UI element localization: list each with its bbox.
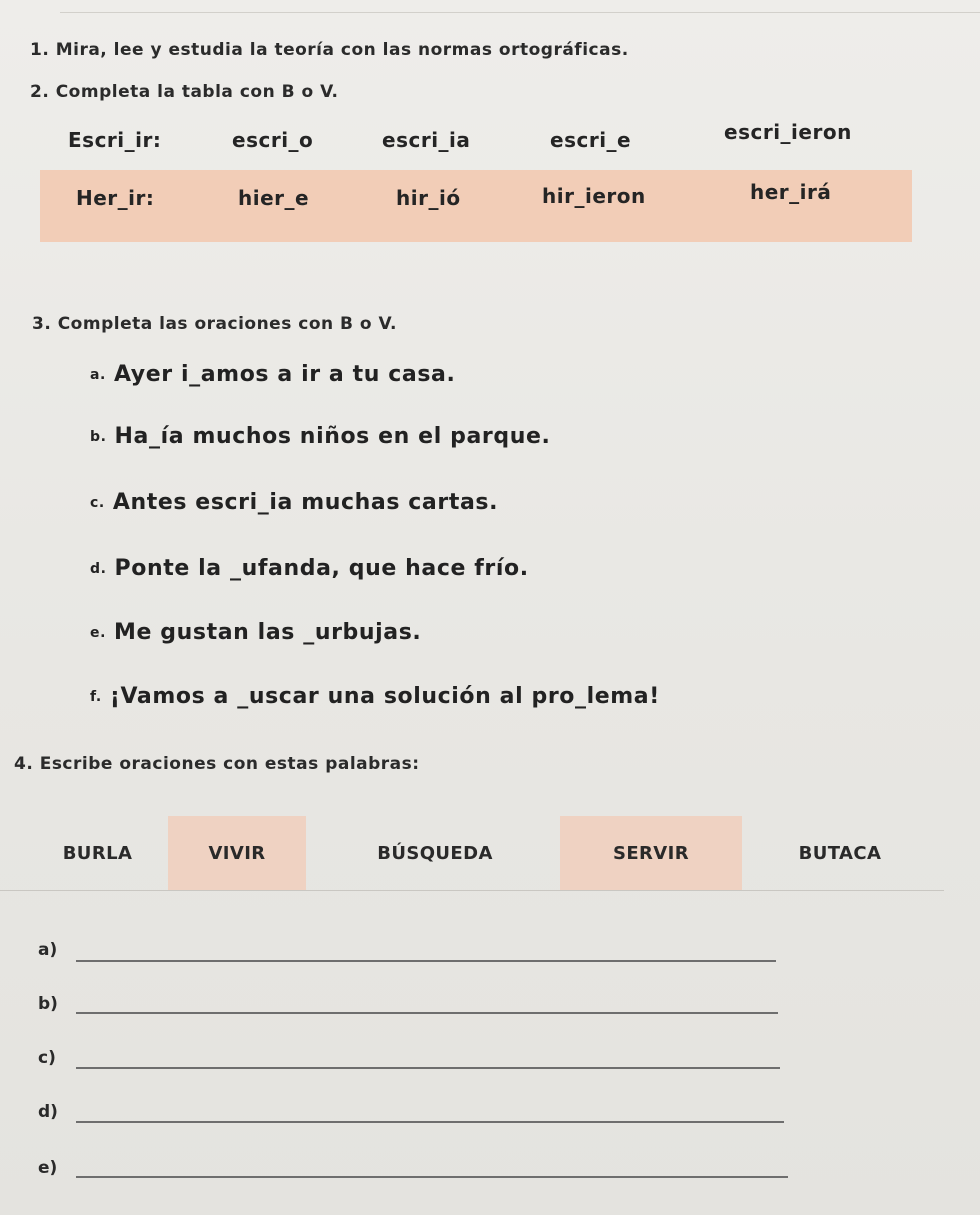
form-cell: her_irá bbox=[750, 180, 832, 204]
sentence-text: Ayer i_amos a ir a tu casa. bbox=[113, 362, 456, 387]
sentence-a bbox=[90, 362, 455, 387]
top-rule bbox=[60, 12, 980, 13]
sentence-text: ¡Vamos a _uscar una solución al pro_lema! bbox=[109, 684, 660, 709]
table-row-escribir bbox=[40, 106, 912, 168]
sentence-e bbox=[90, 620, 421, 645]
answer-line-a[interactable] bbox=[76, 960, 776, 962]
sentence-f bbox=[90, 684, 660, 709]
sentence-letter: b. bbox=[90, 429, 107, 445]
form-cell: hier_e bbox=[238, 186, 310, 210]
sentence-text: Me gustan las _urbujas. bbox=[114, 620, 422, 645]
instruction-4: 4. Escribe oraciones con estas palabras: bbox=[14, 754, 420, 774]
form-cell: escri_e bbox=[550, 128, 632, 152]
answer-line-d[interactable] bbox=[76, 1121, 784, 1123]
answer-label-c: c) bbox=[38, 1048, 56, 1068]
sentence-text: Antes escri_ia muchas cartas. bbox=[112, 490, 499, 515]
instruction-3: 3. Completa las oraciones con B o V. bbox=[32, 314, 397, 334]
word-vivir: VIVIR bbox=[168, 816, 306, 890]
sentence-letter: e. bbox=[90, 625, 107, 641]
sentence-letter: c. bbox=[90, 495, 105, 511]
answer-line-b[interactable] bbox=[76, 1012, 778, 1014]
word-bank bbox=[0, 816, 944, 891]
answer-label-a: a) bbox=[38, 940, 58, 960]
word-servir: SERVIR bbox=[560, 816, 742, 890]
answer-label-b: b) bbox=[38, 994, 58, 1014]
sentence-b bbox=[90, 424, 550, 449]
verb-hervir: Her_ir: bbox=[76, 186, 155, 210]
sentence-text: Ponte la _ufanda, que hace frío. bbox=[114, 556, 529, 581]
sentence-letter: a. bbox=[90, 367, 106, 383]
sentence-d bbox=[90, 556, 529, 581]
instruction-2: 2. Completa la tabla con B o V. bbox=[30, 82, 339, 102]
form-cell: escri_ia bbox=[382, 128, 471, 152]
sentence-letter: d. bbox=[90, 561, 107, 577]
answer-label-e: e) bbox=[38, 1158, 58, 1178]
form-cell: hir_ieron bbox=[542, 184, 646, 208]
sentence-c bbox=[90, 490, 498, 515]
answer-line-c[interactable] bbox=[76, 1067, 780, 1069]
word-burla: BURLA bbox=[62, 842, 133, 864]
instruction-1: 1. Mira, lee y estudia la teoría con las normas ortográficas. bbox=[30, 40, 629, 60]
sentence-letter: f. bbox=[90, 689, 102, 705]
form-cell: escri_ieron bbox=[724, 120, 852, 144]
sentence-text: Ha_ía muchos niños en el parque. bbox=[114, 424, 551, 449]
answer-label-d: d) bbox=[38, 1102, 58, 1122]
form-cell: hir_ió bbox=[396, 186, 461, 210]
verb-escribir: Escri_ir: bbox=[68, 128, 162, 152]
table-row-hervir bbox=[40, 170, 912, 242]
word-busqueda: BÚSQUEDA bbox=[377, 842, 493, 864]
form-cell: escri_o bbox=[232, 128, 314, 152]
answer-line-e[interactable] bbox=[76, 1176, 788, 1178]
word-butaca: BUTACA bbox=[798, 842, 882, 864]
